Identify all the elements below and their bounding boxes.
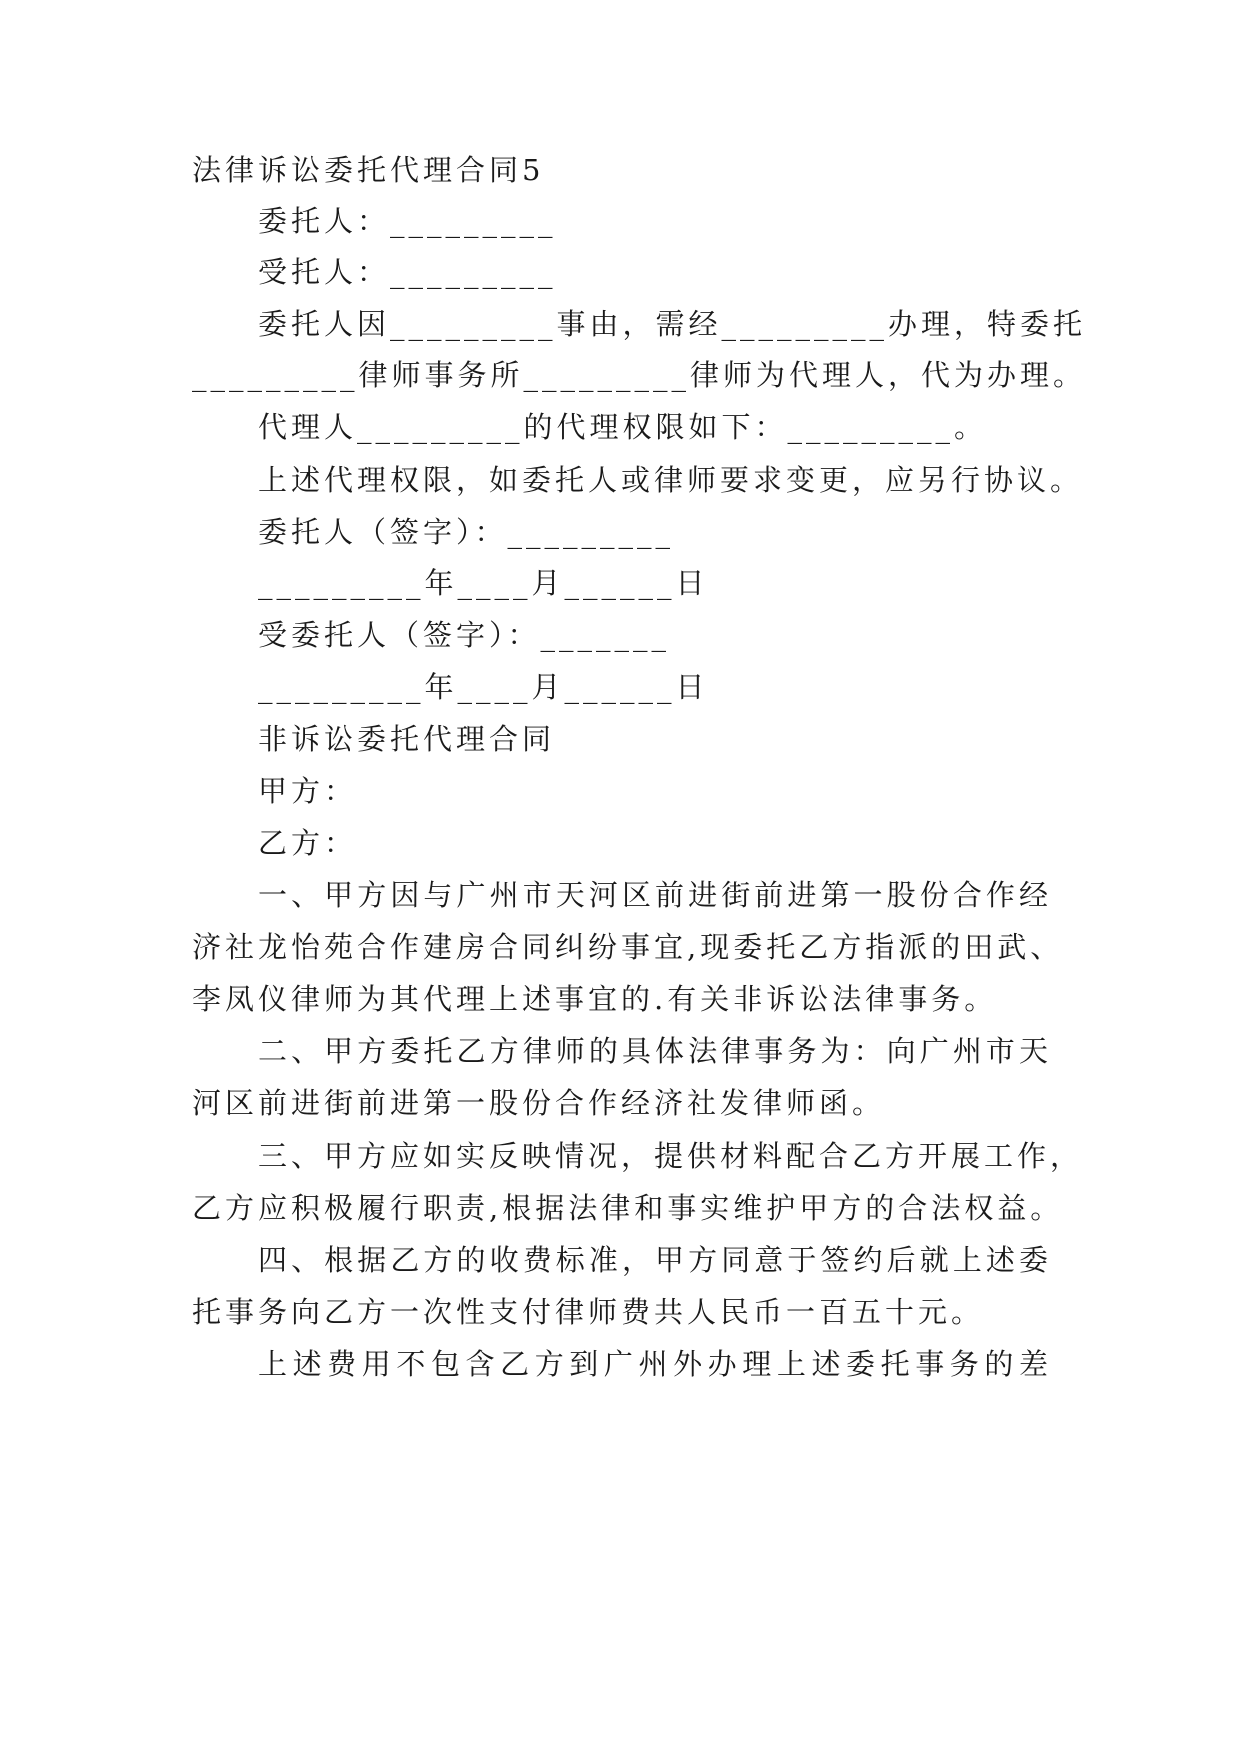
text-line: 乙方应积极履行职责,根据法律和事实维护甲方的合法权益。: [192, 1191, 1064, 1225]
text-line: 代理人_________的代理权限如下：_________。: [258, 410, 988, 444]
text-line: _________年____月______日: [258, 566, 709, 600]
text-line: 二、甲方委托乙方律师的具体法律事务为：向广州市天: [258, 1034, 1052, 1068]
text-line: 托事务向乙方一次性支付律师费共人民币一百五十元。: [192, 1295, 985, 1329]
text-line: 济社龙怡苑合作建房合同纠纷事宜,现委托乙方指派的田武、: [192, 930, 1064, 964]
text-line: 上述费用不包含乙方到广州外办理上述委托事务的差: [258, 1347, 1052, 1381]
text-line: 受托人：_________: [258, 255, 557, 289]
text-line: 上述代理权限，如委托人或律师要求变更，应另行协议。: [258, 463, 1084, 497]
text-line: _________年____月______日: [258, 670, 709, 704]
text-line: 委托人因_________事由，需经_________办理，特委托: [258, 307, 1087, 341]
text-line: 乙方：: [258, 826, 358, 860]
text-line: 委托人：_________: [258, 204, 557, 238]
document-title: 法律诉讼委托代理合同5: [192, 153, 545, 187]
text-line: _________律师事务所_________律师为代理人，代为办理。: [192, 358, 1087, 392]
text-line: 李凤仪律师为其代理上述事宜的.有关非诉讼法律事务。: [192, 982, 998, 1016]
text-line: 四、根据乙方的收费标准，甲方同意于签约后就上述委: [258, 1243, 1052, 1277]
text-line: 三、甲方应如实反映情况，提供材料配合乙方开展工作，: [258, 1139, 1084, 1173]
text-line: 甲方：: [258, 774, 358, 808]
section-heading: 非诉讼委托代理合同: [258, 722, 556, 756]
text-line: 受委托人（签字）：_______: [258, 618, 671, 652]
text-line: 河区前进街前进第一股份合作经济社发律师函。: [192, 1086, 886, 1120]
text-line: 一、甲方因与广州市天河区前进街前进第一股份合作经: [258, 878, 1052, 912]
text-line: 委托人（签字）：_________: [258, 515, 675, 549]
